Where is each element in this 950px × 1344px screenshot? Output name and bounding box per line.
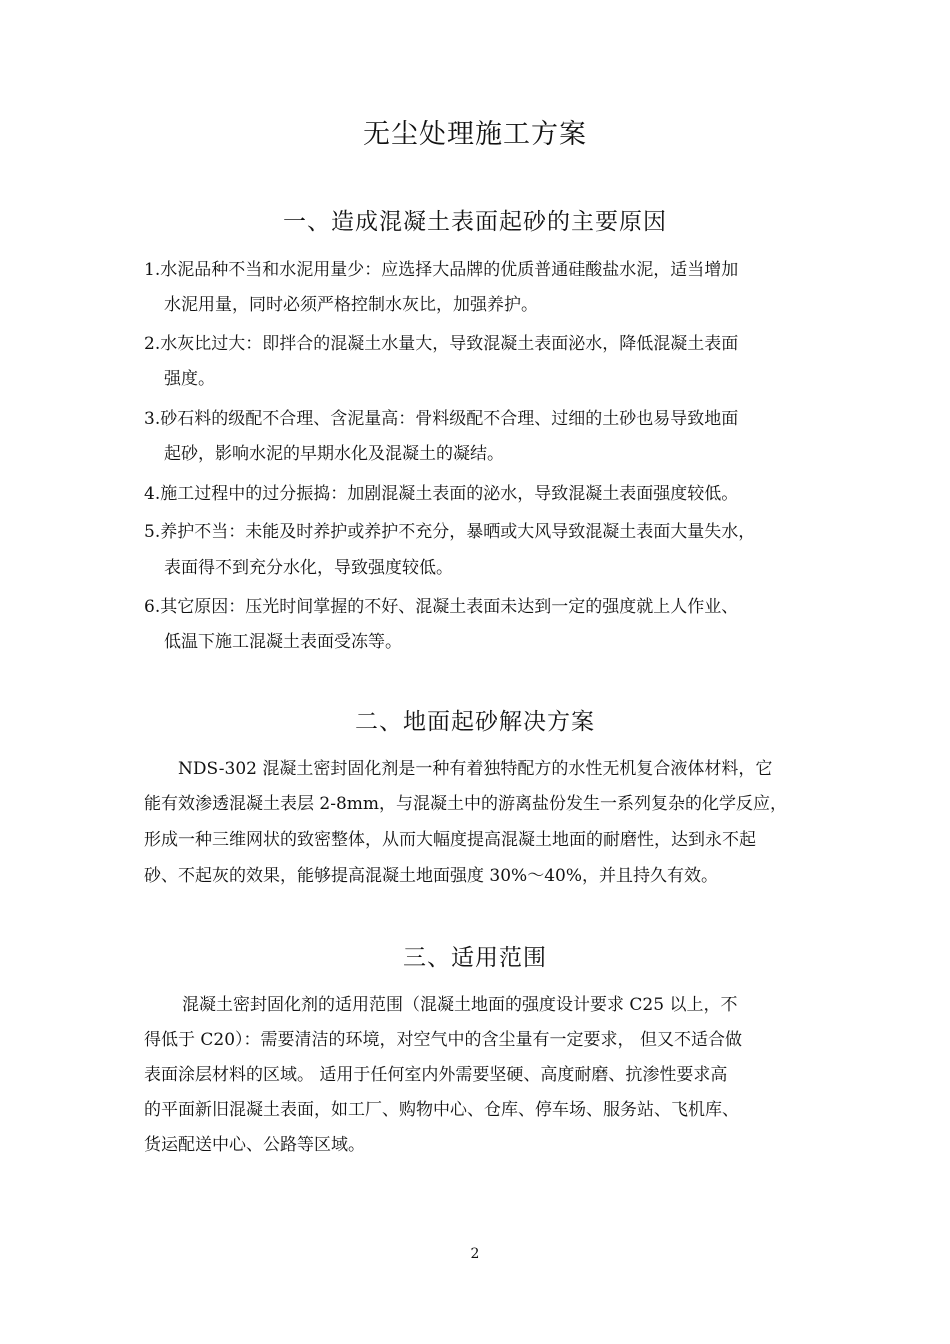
list-item-5-line-1: 5.养护不当：未能及时养护或养护不充分，暴晒或大风导致混凝土表面大量失水， (144, 522, 756, 542)
page-number: 2 (470, 1246, 480, 1262)
paragraph-2-line-1: NDS-302 混凝土密封固化剂是一种有着独特配方的水性无机复合液体材料，它 (178, 759, 773, 779)
section-3-heading: 三、适用范围 (403, 945, 547, 971)
list-item-1-line-1: 1.水泥品种不当和水泥用量少：应选择大品牌的优质普通硅酸盐水泥，适当增加 (144, 260, 739, 280)
section-2-heading: 二、地面起砂解决方案 (355, 709, 595, 735)
paragraph-2-line-4: 砂、不起灰的效果，能够提高混凝土地面强度 30%～40%，并且持久有效。 (144, 866, 718, 886)
section-1-heading: 一、造成混凝土表面起砂的主要原因 (283, 209, 667, 235)
list-item-3-line-2: 起砂，影响水泥的早期水化及混凝土的凝结。 (164, 444, 504, 464)
list-item-1-line-2: 水泥用量，同时必须严格控制水灰比，加强养护。 (164, 295, 538, 315)
paragraph-3-line-4: 的平面新旧混凝土表面，如工厂、购物中心、仓库、停车场、服务站、飞机库、 (144, 1100, 739, 1120)
paragraph-3-line-1: 混凝土密封固化剂的适用范围（混凝土地面的强度设计要求 C25 以上，不 (182, 995, 738, 1015)
list-item-4-line-1: 4.施工过程中的过分振捣：加剧混凝土表面的泌水，导致混凝土表面强度较低。 (144, 484, 739, 504)
list-item-5-line-2: 表面得不到充分水化，导致强度较低。 (164, 558, 453, 578)
paragraph-3-line-5: 货运配送中心、公路等区域。 (144, 1135, 365, 1155)
paragraph-2-line-2: 能有效渗透混凝土表层 2-8mm，与混凝土中的游离盐份发生一系列复杂的化学反应， (144, 794, 788, 814)
list-item-6-line-2: 低温下施工混凝土表面受冻等。 (164, 632, 402, 652)
list-item-2-line-2: 强度。 (164, 369, 215, 389)
list-item-3-line-1: 3.砂石料的级配不合理、含泥量高：骨料级配不合理、过细的土砂也易导致地面 (144, 409, 739, 429)
list-item-2-line-1: 2.水灰比过大：即拌合的混凝土水量大，导致混凝土表面泌水，降低混凝土表面 (144, 334, 739, 354)
paragraph-3-line-2: 得低于 C20）：需要清洁的环境，对空气中的含尘量有一定要求， 但又不适合做 (144, 1030, 742, 1050)
document-title: 无尘处理施工方案 (363, 119, 587, 150)
list-item-6-line-1: 6.其它原因：压光时间掌握的不好、混凝土表面未达到一定的强度就上人作业、 (144, 597, 739, 617)
paragraph-3-line-3: 表面涂层材料的区域。 适用于任何室内外需要坚硬、高度耐磨、抗渗性要求高 (144, 1065, 728, 1085)
paragraph-2-line-3: 形成一种三维网状的致密整体，从而大幅度提高混凝土地面的耐磨性，达到永不起 (144, 830, 756, 850)
